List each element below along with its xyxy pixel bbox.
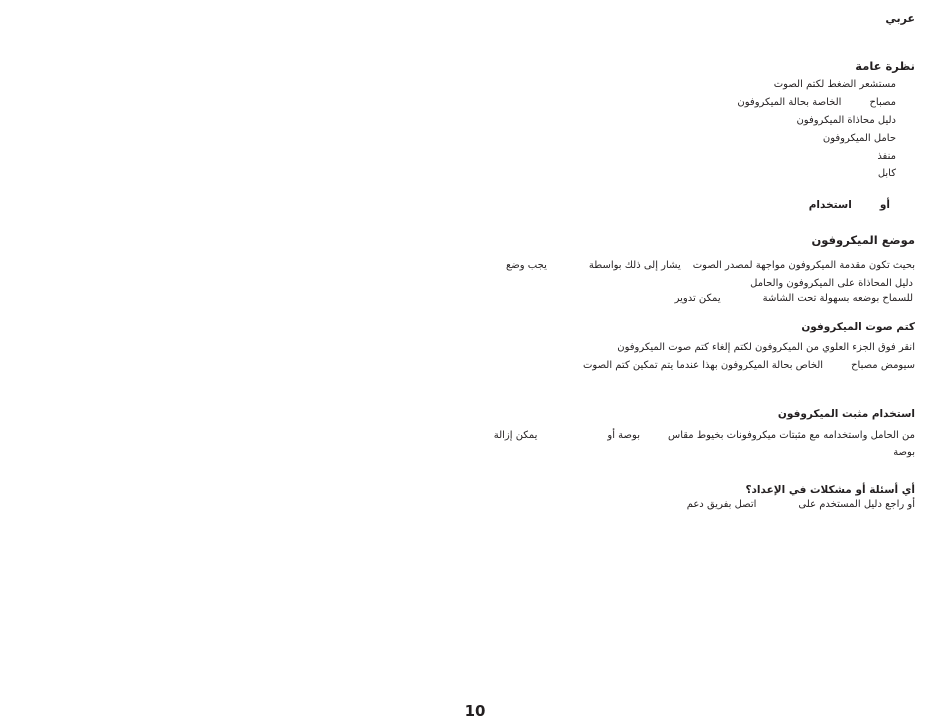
overview-heading: نظرة عامة bbox=[855, 59, 915, 73]
use-label: استخدام bbox=[808, 199, 852, 211]
overview-item-text: كابل bbox=[877, 168, 896, 179]
position-line-3b: يمكن تدوير bbox=[674, 293, 721, 304]
mute-line-1: انقر فوق الجزء العلوي من الميكروفون لكتم إلغاء كتم صوت الميكروفون bbox=[617, 342, 915, 353]
support-line-1 bbox=[687, 498, 915, 512]
overview-item-status-light bbox=[737, 96, 896, 110]
support-line-1a: أو راجع دليل المستخدم على bbox=[798, 499, 915, 510]
use-or: أو bbox=[879, 199, 890, 211]
position-line-1 bbox=[506, 259, 915, 273]
overview-item-text: دليل محاذاة الميكروفون bbox=[796, 115, 896, 126]
support-heading: أي أسئلة أو مشكلات في الإعداد؟ bbox=[745, 484, 915, 496]
mute-heading: كتم صوت الميكروفون bbox=[801, 321, 915, 333]
position-line-3 bbox=[675, 292, 913, 306]
position-heading: موضع الميكروفون bbox=[811, 233, 915, 247]
overview-item-cable bbox=[878, 167, 896, 181]
overview-item-alignment-guide bbox=[796, 114, 896, 128]
mount-line-1 bbox=[494, 429, 915, 443]
mount-line-2: بوصة bbox=[893, 447, 915, 458]
support-line-1b: اتصل بفريق دعم bbox=[686, 499, 757, 510]
overview-item-text: مصباح bbox=[869, 97, 896, 108]
overview-item-text: حامل الميكروفون bbox=[822, 133, 896, 144]
position-line-1b: يشار إلى ذلك بواسطة bbox=[588, 260, 681, 271]
overview-item-pressure-sensor bbox=[774, 78, 896, 92]
mute-line-2a: سيومض مصباح bbox=[851, 360, 915, 371]
language-label: عربي bbox=[885, 12, 915, 25]
overview-item-port bbox=[877, 150, 896, 164]
position-line-1a: بحيث تكون مقدمة الميكروفون مواجهة لمصدر الصوت bbox=[692, 260, 915, 271]
mute-line-2 bbox=[583, 359, 915, 373]
overview-item-text: منفذ bbox=[877, 151, 896, 162]
mute-line-2b: الخاص بحالة الميكروفون بهذا عندما يتم تمكين كتم الصوت bbox=[583, 360, 824, 371]
overview-item-text2: الخاصة بحالة الميكروفون bbox=[737, 97, 842, 108]
overview-item-mic-stand bbox=[823, 132, 896, 146]
mount-heading: استخدام مثبت الميكروفون bbox=[777, 408, 915, 420]
position-line-1c: يجب وضع bbox=[505, 260, 547, 271]
mount-line-1a: من الحامل واستخدامه مع مثبتات ميكروفونات بخيوط مقاس bbox=[667, 430, 915, 441]
overview-use-line bbox=[809, 198, 890, 212]
mount-line-1c: يمكن إزالة bbox=[493, 430, 538, 441]
page-number: 10 bbox=[464, 702, 486, 720]
position-line-2: دليل المحاذاة على الميكروفون والحامل bbox=[750, 278, 913, 289]
mount-line-1b: بوصة أو bbox=[607, 430, 640, 441]
position-line-3a: للسماح بوضعه بسهولة تحت الشاشة bbox=[762, 293, 913, 304]
overview-item-text: مستشعر الضغط لكتم الصوت bbox=[773, 79, 896, 90]
